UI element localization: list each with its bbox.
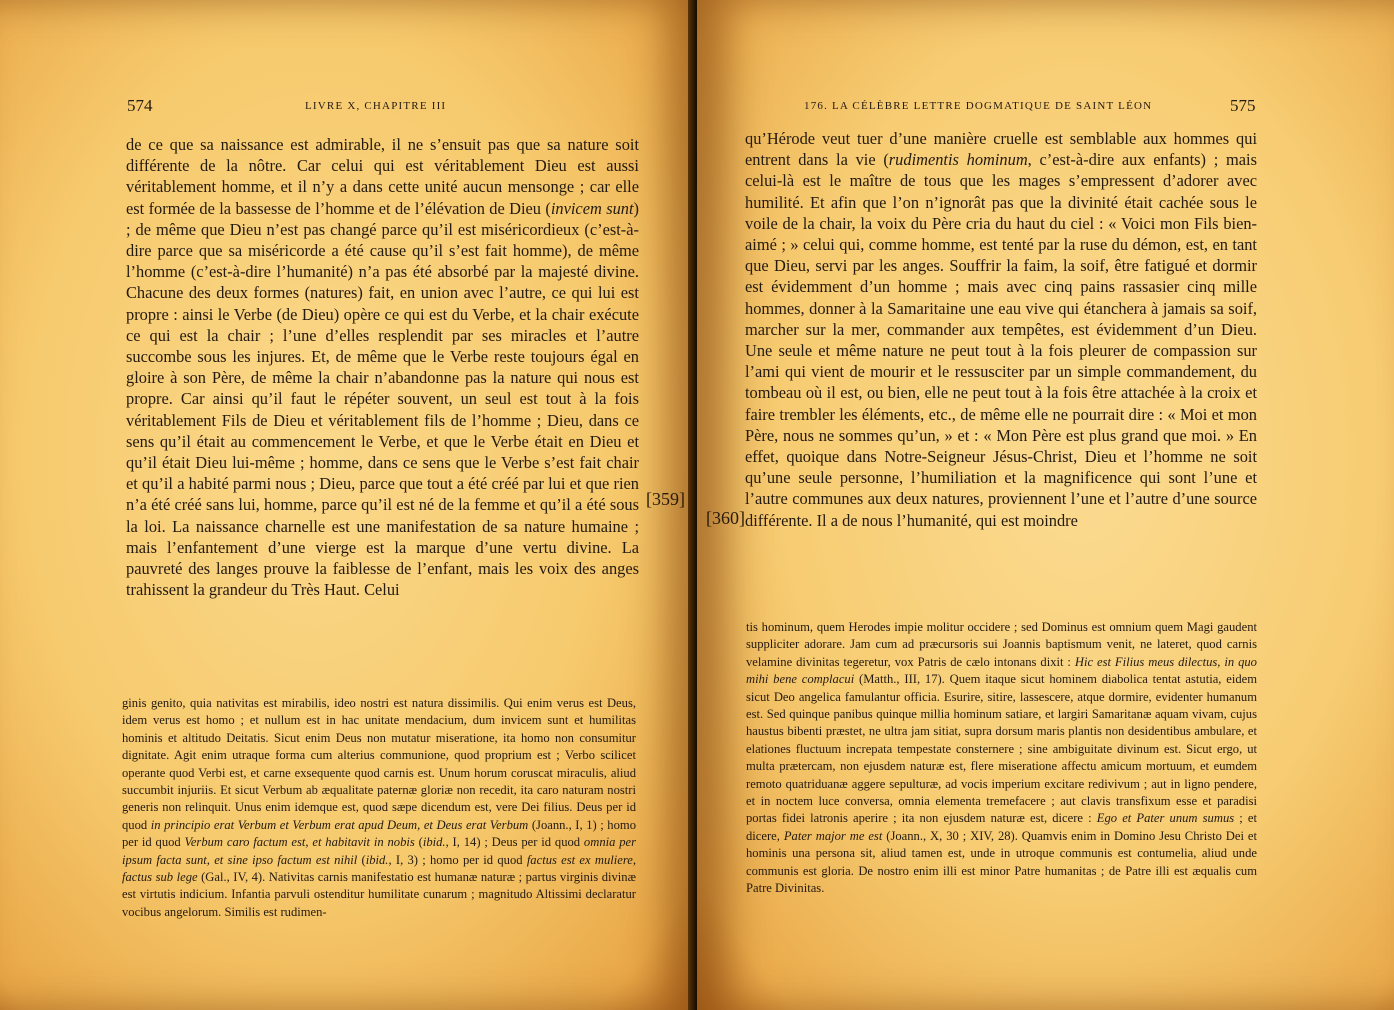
left-running-head: LIVRE X, CHAPITRE III [305,100,447,112]
right-footnote-latin [746,619,1257,898]
right-running-head: 176. LA CÉLÈBRE LETTRE DOGMATIQUE DE SAINT LÉON [804,100,1153,112]
left-page-header [0,96,697,118]
left-notes-paragraph: ginis genito, quia nativitas est mirabilis, ideo nostri est natura dissimilis. Qui enim verus est Deus, idem verus est homo ; et nullum est in hac unitate mendacium, dum invicem sunt et humilitas hominis et altitudo Deitatis. Sicut enim Deus non mutatur miseratione, ita homo non consumitur dignitate. Agit enim utraque forma cum alterius communione, quod proprium est ; Verbo scilicet operante quod Verbi est, et carne exsequente quod carnis est. Unum horum coruscat miraculis, aliud succumbit injuriis. Et sicut Verbum ab æqualitate paternæ gloriæ non recedit, ita caro naturam nostri generis non relinquit. Unus enim idemque est, quod sæpe dicendum est, vere Dei filius. Deus per id quod in principio erat Verbum et Verbum erat apud Deum, et Deus erat Verbum (Joann., I, 1) ; homo per id quod Verbum caro factum est, et habitavit in nobis (ibid., I, 14) ; Deus per id quod omnia per ipsum facta sunt, et sine ipso factum est nihil (ibid., I, 3) ; homo per id quod factus est ex muliere, factus sub lege (Gal., IV, 4). Nativitas carnis manifestatio est humanæ naturæ ; partus virginis divinæ est virtutis indicium. Infantia parvuli ostenditur humilitate cunarum ; magnitudo Altissimi declaratur vocibus angelorum. Similis est rudimen- [122,696,637,919]
left-body-text [126,134,639,600]
left-footnote-latin [122,695,636,921]
right-page-header [697,96,1394,118]
right-page-number: 575 [1230,96,1256,115]
left-body-paragraph: de ce que sa naissance est admirable, il ne s’ensuit pas que sa nature soit différente de la nôtre. Car celui qui est véritablement Dieu est aussi véritablement homme, et il n’y a dans cette unité aucun mensonge ; car elle est formée de la bassesse de l’homme et de l’élévation de Dieu (invicem sunt) ; de même que Dieu n’est pas changé parce qu’il est miséricordieux (c’est-à-dire parce que sa miséricorde a été cause qu’il s’est fait homme), de même l’homme (c’est-à-dire l’humanité) n’a pas été absorbé par la majesté divine. Chacune des deux formes (natures) fait, en union avec l’autre, ce qui lui est propre : ainsi le Verbe (de Dieu) opère ce qui est du Verbe, et la chair exécute ce qui est la chair ; l’une d’elles resplendit par ses miracles et l’autre succombe sous les injures. Et, de même que le Verbe reste toujours égal en gloire à son Père, de même la chair n’abandonne pas la nature qui nous est propre. Car ainsi qu’il faut le répéter souvent, un seul est tout à la fois véritablement Fils de Dieu et véritablement fils de l’homme ; Dieu, dans ce sens qu’il était au commencement le Verbe, et que le Verbe était en Dieu et qu’il était Dieu lui-même ; homme, dans ce sens que le Verbe s’est fait chair et qu’il a habité parmi nous ; Dieu, parce que tout a été créé par lui et que rien n’a été créé sans lui, homme, parce qu’il est né de la femme et qu’il a été sous la loi. La naissance charnelle est une manifestation de sa nature humaine ; mais l’enfantement d’une vierge est la marque d’une vertu divine. La pauvreté des langes prouve la faiblesse de l’enfant, mais les voix des anges trahissent la grandeur du Très Haut. Celui [126,135,639,600]
page-marker-360: [360] [706,508,745,528]
left-page-number: 574 [127,96,153,115]
right-body-paragraph: qu’Hérode veut tuer d’une manière cruelle est semblable aux hommes qui entrent dans la vie (rudimentis hominum, c’est-à-dire aux enfants) ; mais celui-là est le maître de tous que les mages s’empressent d’adorer avec humilité. Et afin que l’on n’ignorât pas que la divinité était cachée sous le voile de la chair, la voix du Père cria du haut du ciel : « Voici mon Fils bien-aimé ; » celui qui, comme homme, est tenté par la ruse du démon, est, en tant que Dieu, servi par les anges. Souffrir la faim, la soif, être fatigué et dormir est évidemment d’un homme ; mais avec cinq pains rassasier cinq mille hommes, donner à la Samaritaine une eau vive qui étanchera à jamais sa soif, marcher sur la mer, commander aux tempêtes, est évidemment d’un Dieu. Une seule et même nature ne peut tout à la fois pleurer de compassion sur l’ami qui vient de mourir et le ressusciter par un simple commandement, du tombeau où il est, ou bien, elle ne peut tout à la fois être attachée à la croix et faire trembler les éléments, etc., de même elle ne pourrait dire : « Moi et mon Père, nous ne sommes qu’un, » et : « Mon Père est plus grand que moi. » En effet, quoique dans Notre-Seigneur Jésus-Christ, Dieu et l’homme ne soit qu’une seule personne, l’humiliation et la magnificence qui sont l’une et l’autre communes aux deux natures, proviennent l’une et l’autre d’une source différente. Il a de nous l’humanité, qui est moindre [745,129,1257,530]
right-page [697,0,1394,1010]
right-notes-paragraph: tis hominum, quem Herodes impie molitur occidere ; sed Dominus est omnium quem Magi gaudent suppliciter adorare. Jam cum ad præcursoris sui Joannis baptismum venit, ne lateret, quod carnis velamine divinitas tegeretur, vox Patris de cælo intonans dixit : Hic est Filius meus dilectus, in quo mihi bene complacui (Matth., III, 17). Quem itaque sicut hominem diabolica tentat astutia, eidem sicut Deo angelica famulantur officia. Esurire, sitire, lassescere, atque dormire, evidenter humanum est. Sed quinque panibus quinque millia hominum satiare, et largiri Samaritanæ aquam vivam, cujus haustus bibenti præstet, ne ultra jam sitiat, supra dorsum maris plantis non desidentibus ambulare, et elationes fluctuum increpata tempestate consternere ; sine ambiguitate divinum est. Sicut ergo, ut multa prætercam, non ejusdem naturæ est, flere miseratione affectu amicum mortuum, et eumdem remoto quatriduanæ aggere sepulturæ, ad vocis imperium excitare redivivum ; aut in ligno pendere, et in noctem luce conversa, omnia elementa tremefacere ; aut clavis transfixum esse et paradisi portas fidei latronis aperire ; ita non ejusdem naturæ est, dicere : Ego et Pater unum sumus ; et dicere, Pater major me est (Joann., X, 30 ; XIV, 28). Quamvis enim in Domino Jesu Christo Dei et hominis una persona sit, aliud tamen est, unde in utroque communis est contumelia, aliud unde communis est gloria. De nostro enim illi est minor Patre humanitas ; de Patre illi est æqualis cum Patre Divinitas. [746,620,1258,896]
right-body-text [745,128,1257,531]
page-marker-359: [359] [646,489,685,509]
